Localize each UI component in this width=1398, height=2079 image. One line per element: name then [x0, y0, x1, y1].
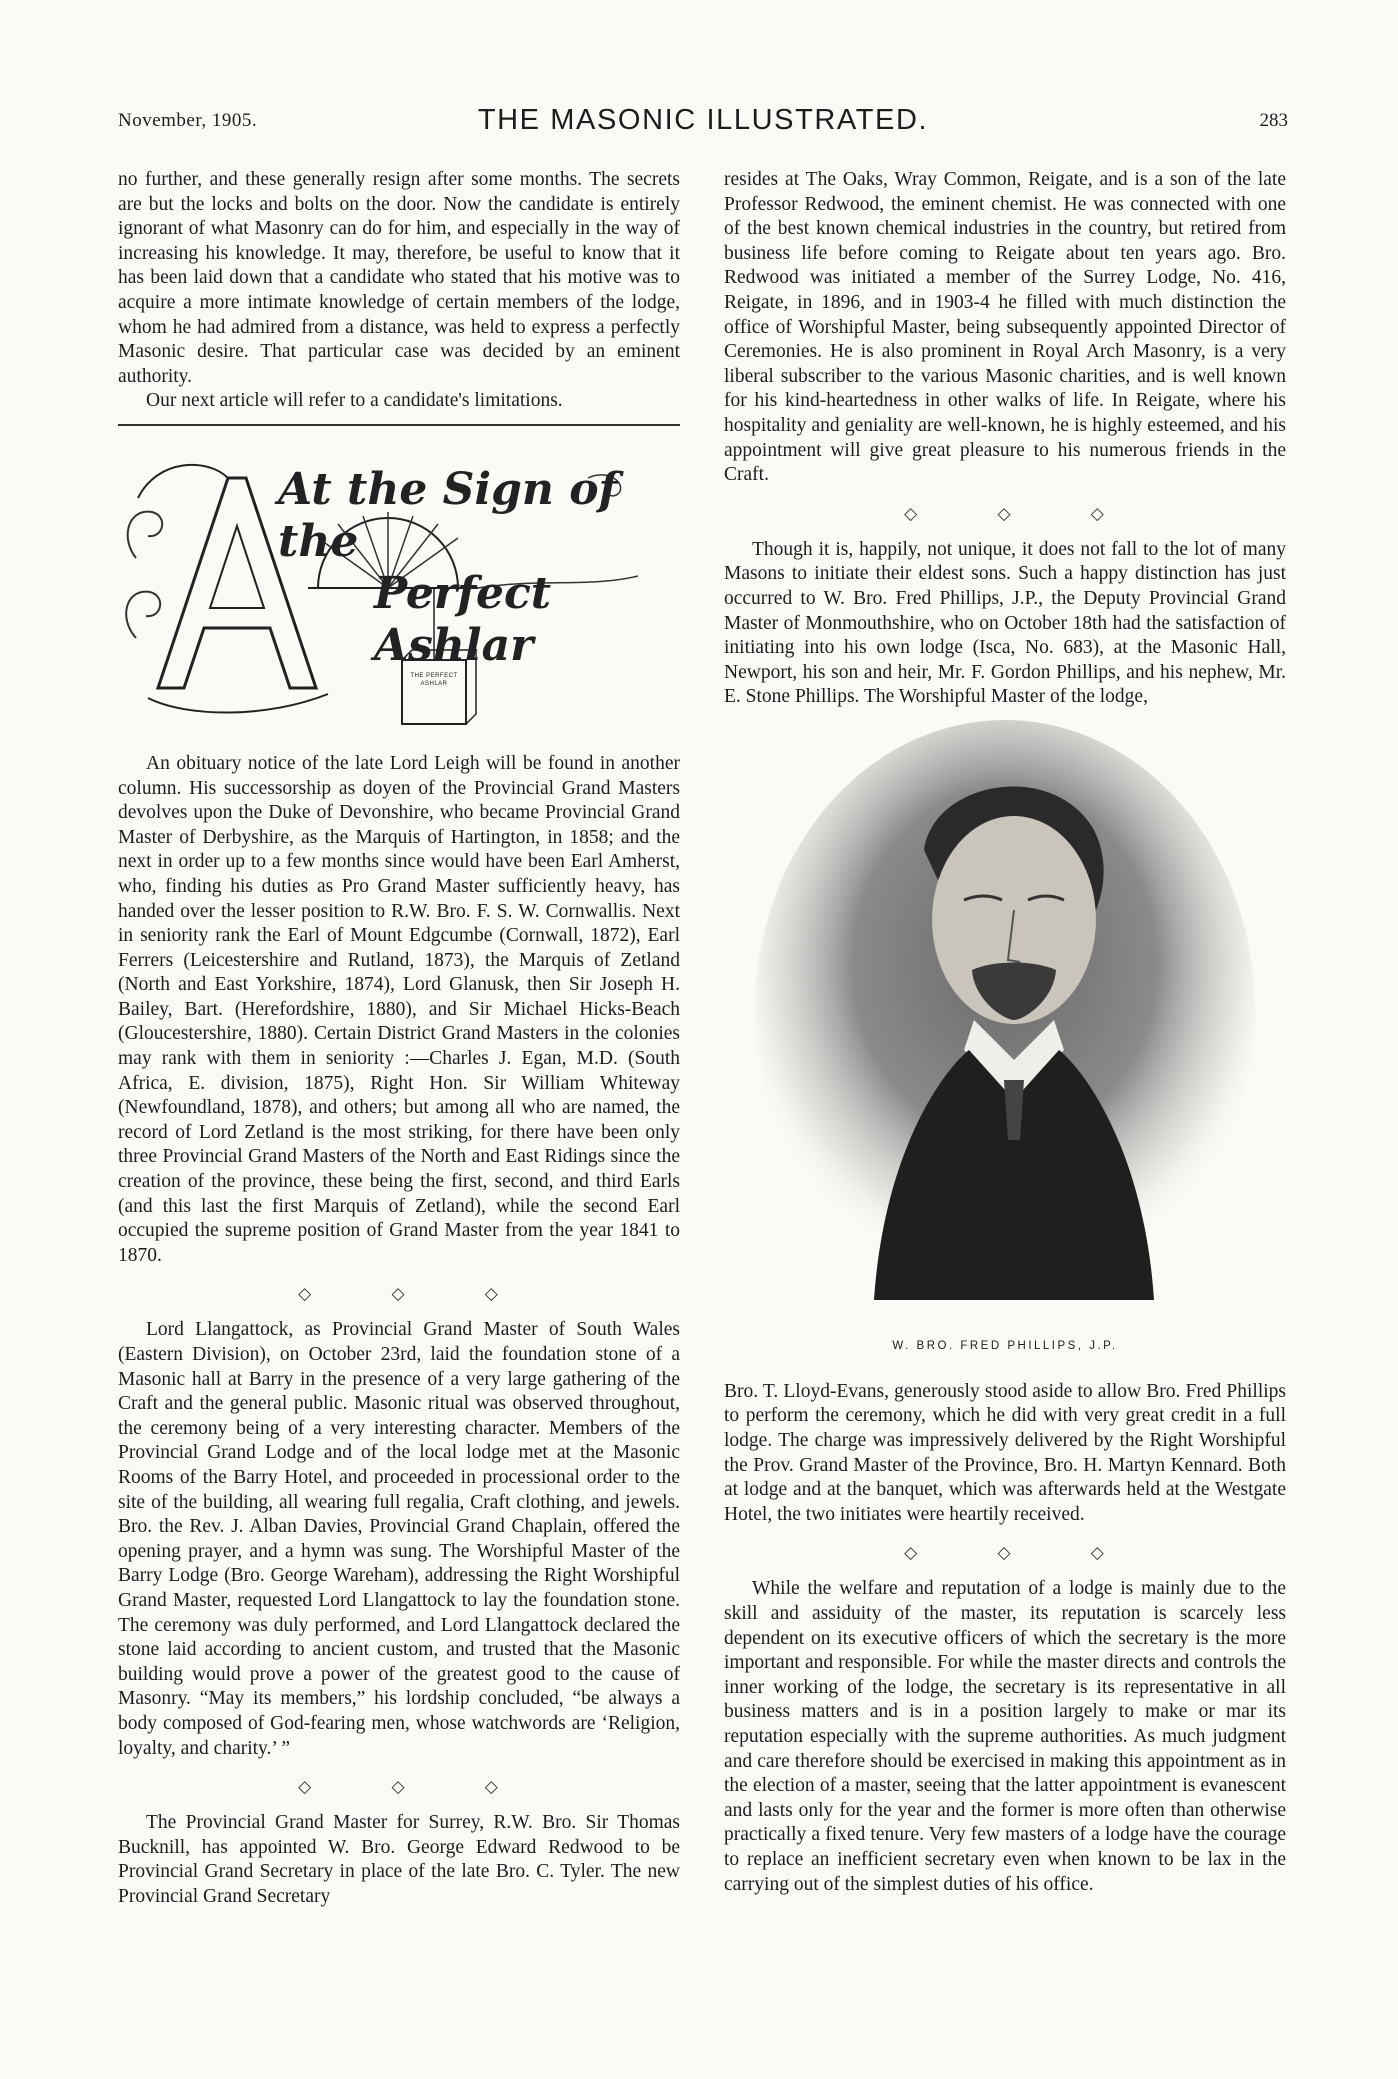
- issue-date: November, 1905.: [118, 110, 258, 131]
- ashlar-box-label: THE PERFECT ASHLAR: [410, 672, 458, 687]
- secretary-paragraph: While the welfare and reputation of a lodge is mainly due to the skill and assiduity of the master, its reputation is scarcely less dependent on its executive officers of which the secretary is the more important and responsible. For while the master directs and controls the inner working of the lodge, the secretary is its representative in all business matters and is in a position largely to make or mar its reputation especially with the supreme authorities. As much judgment and care therefore should be exercised in making this appointment as in the election of a master, seeing that the latter appointment is evanescent and lasts only for the year and the former is more often than otherwise practically a fixed tenure. Very few masters of a lodge have the courage to replace an inefficient secretary even when known to be lax in the carrying out of the simplest duties of his office.: [724, 1578, 1286, 1895]
- page-header: [118, 104, 1288, 140]
- left-column: [118, 168, 680, 1909]
- portrait-photo: [724, 720, 1286, 1320]
- llangattock-paragraph: Lord Llangattock, as Provincial Grand Master of South Wales (Eastern Division), on October 23rd, laid the foundation stone of a Masonic hall at Barry in the presence of a very large gathering of the Craft and the general public. Masonic ritual was observed throughout, the ceremony being of a very interesting character. Members of the Provincial Grand Lodge and of the local lodge met at the Masonic Rooms of the Barry Hotel, and proceeded in processional order to the site of the building, all wearing full regalia, Craft clothing, and jewels. Bro. the Rev. J. Alban Davies, Provincial Grand Chaplain, offered the opening prayer, and a hymn was sung. The Worshipful Master of the Barry Lodge (Bro. George Wareham), addressing the Right Worshipful Grand Master, requested Lord Llangattock to lay the foundation stone. The ceremony was duly performed, and Lord Llangattock declared the stone laid according to ancient custom, and trusted that the Masonic building would prove a power of the greatest good to the cause of Masonry. “May its members,” his lordship concluded, “be always a body composed of God-fearing men, whose watchwords are ‘Religion, loyalty, and charity.’ ”: [118, 1319, 680, 1759]
- ornament-separator: ◇ ◇ ◇: [298, 1777, 536, 1797]
- next-article-note: Our next article will refer to a candidate's limitations.: [146, 390, 563, 412]
- article-continuation: no further, and these generally resign after some months. The secrets are but the locks and bolts on the door. Now the candidate is entirely ignorant of what Masonry can do for him, and especially in the way of increasing his knowledge. It may, therefore, be useful to know that it has been laid down that a candidate who stated that his motive was to acquire a more intimate knowledge of certain members of the lodge, whom he had admired from a distance, was held to express a perfectly Masonic desire. That particular case was decided by an eminent authority.: [118, 169, 680, 387]
- lloyd-evans-paragraph: Bro. T. Lloyd-Evans, generously stood aside to allow Bro. Fred Phillips to perform the ceremony, which he did with very great credit in a full lodge. The charge was impressively delivered by the Right Worshipful the Prov. Grand Master of the Province, Bro. H. Martyn Kennard. Both at lodge and at the banquet, which was afterwards held at the Westgate Hotel, the two initiates were heartily received.: [724, 1380, 1286, 1525]
- section-divider: [118, 424, 680, 426]
- ornament-separator: ◇ ◇ ◇: [904, 503, 1142, 523]
- banner-line-1: At the Sign of the: [278, 463, 618, 567]
- banner-title: [278, 464, 680, 672]
- section-banner: [118, 438, 680, 738]
- page-number: 283: [1259, 110, 1288, 131]
- magazine-title: THE MASONIC ILLUSTRATED.: [477, 104, 929, 136]
- lord-leigh-paragraph: An obituary notice of the late Lord Leigh will be found in another column. His successorship as doyen of the Provincial Grand Masters devolves upon the Duke of Devonshire, who became Provincial Grand Master of Derbyshire, as the Marquis of Hartington, in 1858; and the next in order up to a few months since would have been Earl Amherst, who, finding his duties as Pro Grand Master sufficiently heavy, has handed over the lesser position to R.W. Bro. F. S. W. Cornwallis. Next in seniority rank the Earl of Mount Edgcumbe (Cornwall, 1872), Earl Ferrers (Leicestershire and Rutland, 1873), the Marquis of Zetland (North and East Yorkshire, 1874), Lord Glanusk, then Sir Joseph H. Bailey, Bart. (Herefordshire, 1880), and Sir Michael Hicks-Beach (Gloucestershire, 1880). Certain District Grand Masters in the colonies may rank with them in seniority :—Charles J. Egan, M.D. (South Africa, E. division, 1875), Right Hon. Sir William Whiteway (Newfoundland, 1878), and others; but among all who are named, the record of Lord Zetland is the most striking, for there have been only three Provincial Grand Masters of the North and East Ridings since the creation of the province, these being the first, second, and third Earls (and this last the first Marquis of Zetland), while the second Earl occupied the supreme position of Grand Master from the year 1841 to 1870.: [118, 752, 680, 1266]
- portrait-illustration: [724, 720, 1286, 1320]
- redwood-paragraph: resides at The Oaks, Wray Common, Reigate, and is a son of the late Professor Redwood, the eminent chemist. He was connected with one of the best known chemical industries in the country, but retired from business life before coming to Reigate about ten years ago. Bro. Redwood was initiated a member of the Surrey Lodge, No. 416, Reigate, in 1896, and in 1903-4 he filled with much distinction the office of Worshipful Master, being subsequently appointed Director of Ceremonies. He is also prominent in Royal Arch Masonry, is a very liberal subscriber to the various Masonic charities, and is well known for his kind-heartedness in other walks of life. In Reigate, where his hospitality and geniality are well-known, he is highly esteemed, and his appointment will give great pleasure to his numerous friends in the Craft.: [724, 169, 1286, 486]
- portrait-caption: W. BRO. FRED PHILLIPS, J.P.: [892, 1339, 1118, 1352]
- banner-line-2: Perfect Ashlar: [374, 567, 552, 671]
- surrey-paragraph: The Provincial Grand Master for Surrey, R.W. Bro. Sir Thomas Bucknill, has appointed W. Bro. George Edward Redwood to be Provincial Grand Secretary in place of the late Bro. C. Tyler. The new Provincial Grand Secretary: [118, 1812, 680, 1907]
- ornament-separator: ◇ ◇ ◇: [298, 1284, 536, 1304]
- phillips-paragraph: Though it is, happily, not unique, it does not fall to the lot of many Masons to initiate their eldest sons. Such a happy distinction has just occurred to W. Bro. Fred Phillips, J.P., the Deputy Provincial Grand Master of Monmouthshire, who on October 18th had the satisfaction of initiating into his own lodge (Isca, No. 683), at the Masonic Hall, Newport, his son and heir, Mr. F. Gordon Phillips, and his nephew, Mr. E. Stone Phillips. The Worshipful Master of the lodge,: [724, 538, 1286, 708]
- right-column: [724, 168, 1286, 1897]
- ornament-separator: ◇ ◇ ◇: [904, 1543, 1142, 1563]
